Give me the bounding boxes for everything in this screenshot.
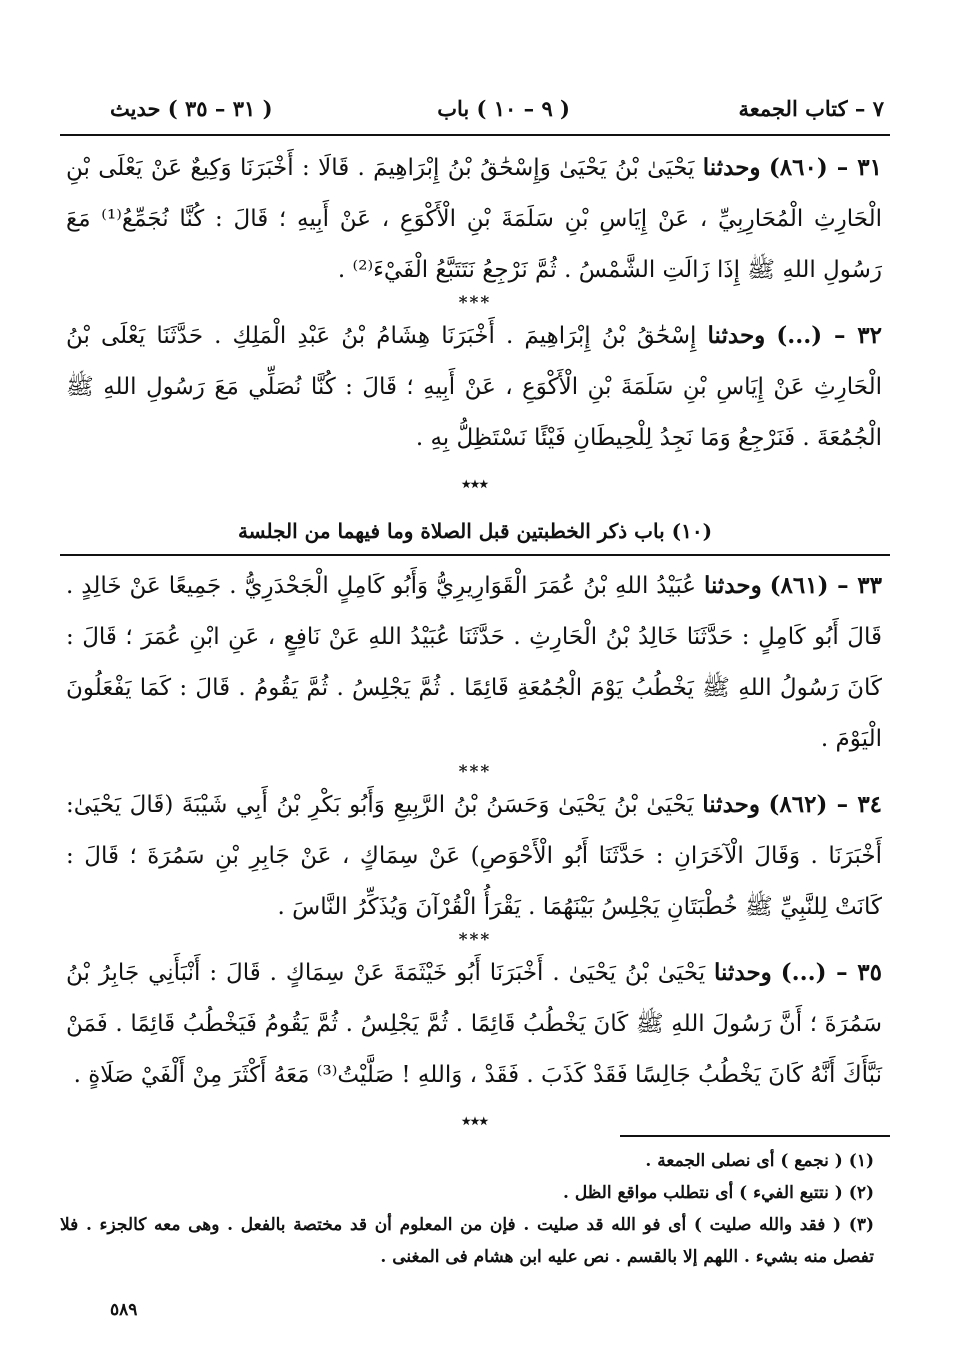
hadith-33 (60, 560, 890, 765)
hadith-number: ٣٤ – (٨٦٢) (768, 791, 883, 818)
footnote-2: (٢) ( نتتبع الفيء ) أى نتطلب مواقع الظل . (562, 1183, 874, 1203)
hadith-number: ٣٣ – (٨٦١) (769, 572, 882, 599)
isnad-word: وحدثنا (702, 154, 761, 181)
running-header (60, 90, 890, 136)
separator-stars: *** (458, 930, 492, 950)
chapter-range: ( ٩ – ١٠ ) باب (437, 96, 570, 121)
footnotes (60, 1135, 890, 1273)
isnad-word: وحدثنا (714, 959, 772, 986)
hadith-number: ٣١ – (٨٦٠) (768, 154, 883, 181)
hadith-text: يَحْيَىٰ بْنُ يَحْيَىٰ . أَخْبَرَنَا أَبُو خَيْثَمَةَ عَنْ سِمَاكٍ . قَالَ : أَنْبَأَنِي جَابِرُ بْنُ سَمُرَةَ ؛ أَنَّ رَسُولَ اللهِ ﷺ كَانَ يَخْطُبُ قَائِمًا . ثُمَّ يَجْلِسُ . ثُمَّ يَقُومُ فَيَخْطُبُ قَائِمًا . فَمَنْ نَبَّأَكَ أَنَّهُ كَانَ يَخْطُبُ جَالِسًا فَقَدْ كَذَبَ . فَقَدْ ، وَاللهِ ! صَلَّيْتُ⁽³⁾ مَعَهُ أَكْثَرَ مِنْ أَلْفَيْ صَلَاةٍ . (66, 960, 882, 1088)
separator-stars: *** (458, 293, 492, 313)
hadith-text: يَحْيَىٰ بْنُ يَحْيَىٰ وَإِسْحَٰقُ بْنُ إِبْرَاهِيمَ . قَالَا : أَخْبَرَنَا وَكِيعٌ عَنْ يَعْلَى بْنِ الْحَارِثِ الْمُحَارِبِيِّ ، عَنْ إِيَاسِ بْنِ سَلَمَةَ بْنِ الْأَكْوَعِ ، عَنْ أَبِيهِ ؛ قَالَ : كُنَّا نُجَمِّعُ⁽¹⁾ مَعَ رَسُولِ اللهِ ﷺ إِذَا زَالَتِ الشَّمْسُ . ثُمَّ نَرْجِعُ نَتَتَبَّعُ الْفَيْءَ⁽²⁾ . (66, 155, 882, 283)
footnote-3: (٣) ( فقد والله صليت ) أى فو الله قد صليت . فإن من المعلوم أن قد مختصة بالفعل . وهى معه كالجزء . فلا تفصل منه بشيء . اللهم إلا بالقسم . نص عليه ابن هشام فى المغنى . (60, 1215, 874, 1267)
footnote-rule (620, 1135, 890, 1137)
separator-flower: ٭٭٭ (461, 1111, 489, 1130)
separator-flower: ٭٭٭ (461, 474, 489, 493)
isnad-word: وحدثنا (702, 791, 760, 818)
hadith-32 (60, 310, 890, 464)
isnad-word: وحدثنا (703, 572, 762, 599)
hadith-text: يَحْيَىٰ بْنُ يَحْيَىٰ وَحَسَنُ بْنُ الرَّبِيعِ وَأَبُو بَكْرِ بْنُ أَبِي شَيْبَةَ (قَالَ يَحْيَىٰ: أَخْبَرَنَا . وَقَالَ الْآخَرَانِ : حَدَّثَنَا أَبُو الْأَحْوَصِ) عَنْ سِمَاكٍ ، عَنْ جَابِرِ بْنِ سَمُرَةَ ؛ قَالَ : كَانَتْ لِلنَّبِيِّ ﷺ خُطْبَتَانِ يَجْلِسُ بَيْنَهُمَا . يَقْرَأُ الْقُرْآنَ وَيُذَكِّرُ النَّاسَ . (66, 792, 882, 920)
hadith-31 (60, 142, 890, 296)
page (60, 90, 890, 1320)
hadith-text: عُبَيْدُ اللهِ بْنُ عُمَرَ الْقَوَارِيرِيُّ وَأَبُو كَامِلٍ الْجَحْدَرِيُّ . جَمِيعًا عَنْ خَالِدٍ . قَالَ أَبُو كَامِلٍ : حَدَّثَنَا خَالِدُ بْنُ الْحَارِثِ . حَدَّثَنَا عُبَيْدُ اللهِ عَنْ نَافِعٍ ، عَنِ ابْنِ عُمَرَ ؛ قَالَ : كَانَ رَسُولُ اللهِ ﷺ يَخْطُبُ يَوْمَ الْجُمُعَةِ قَائِمًا . ثُمَّ يَجْلِسُ . ثُمَّ يَقُومُ . قَالَ : كَمَا يَفْعَلُونَ الْيَوْمَ . (66, 573, 882, 752)
section-title: (١٠) باب ذكر الخطبتين قبل الصلاة وما فيهما من الجلسة (60, 508, 890, 556)
hadith-number: ٣٢ – (...) (776, 322, 882, 349)
hadith-text: إِسْحَٰقُ بْنُ إِبْرَاهِيمَ . أَخْبَرَنَا هِشَامُ بْنُ عَبْدِ الْمَلِكِ . حَدَّثَنَا يَعْلَى بْنُ الْحَارِثِ عَنْ إِيَاسِ بْنِ سَلَمَةَ بْنِ الْأَكْوَعِ ، عَنْ أَبِيهِ ؛ قَالَ : كُنَّا نُصَلِّي مَعَ رَسُولِ اللهِ ﷺ الْجُمُعَةَ . فَنَرْجِعُ وَمَا نَجِدُ لِلْحِيطَانِ فَيْئًا نَسْتَظِلُّ بِهِ . (66, 323, 882, 451)
footnote-1: (١) ( نجمع ) أى نصلى الجمعة . (645, 1151, 874, 1171)
hadith-range: ( ٣١ – ٣٥ ) حديث (110, 96, 273, 121)
hadith-35 (60, 947, 890, 1101)
hadith-number: ٣٥ – (...) (780, 959, 882, 986)
book-title: ٧ – كتاب الجمعة (738, 96, 884, 121)
hadith-34 (60, 779, 890, 933)
isnad-word: وحدثنا (707, 322, 766, 349)
separator-stars: *** (458, 762, 492, 782)
page-number: ٥٨٩ (110, 1300, 138, 1320)
